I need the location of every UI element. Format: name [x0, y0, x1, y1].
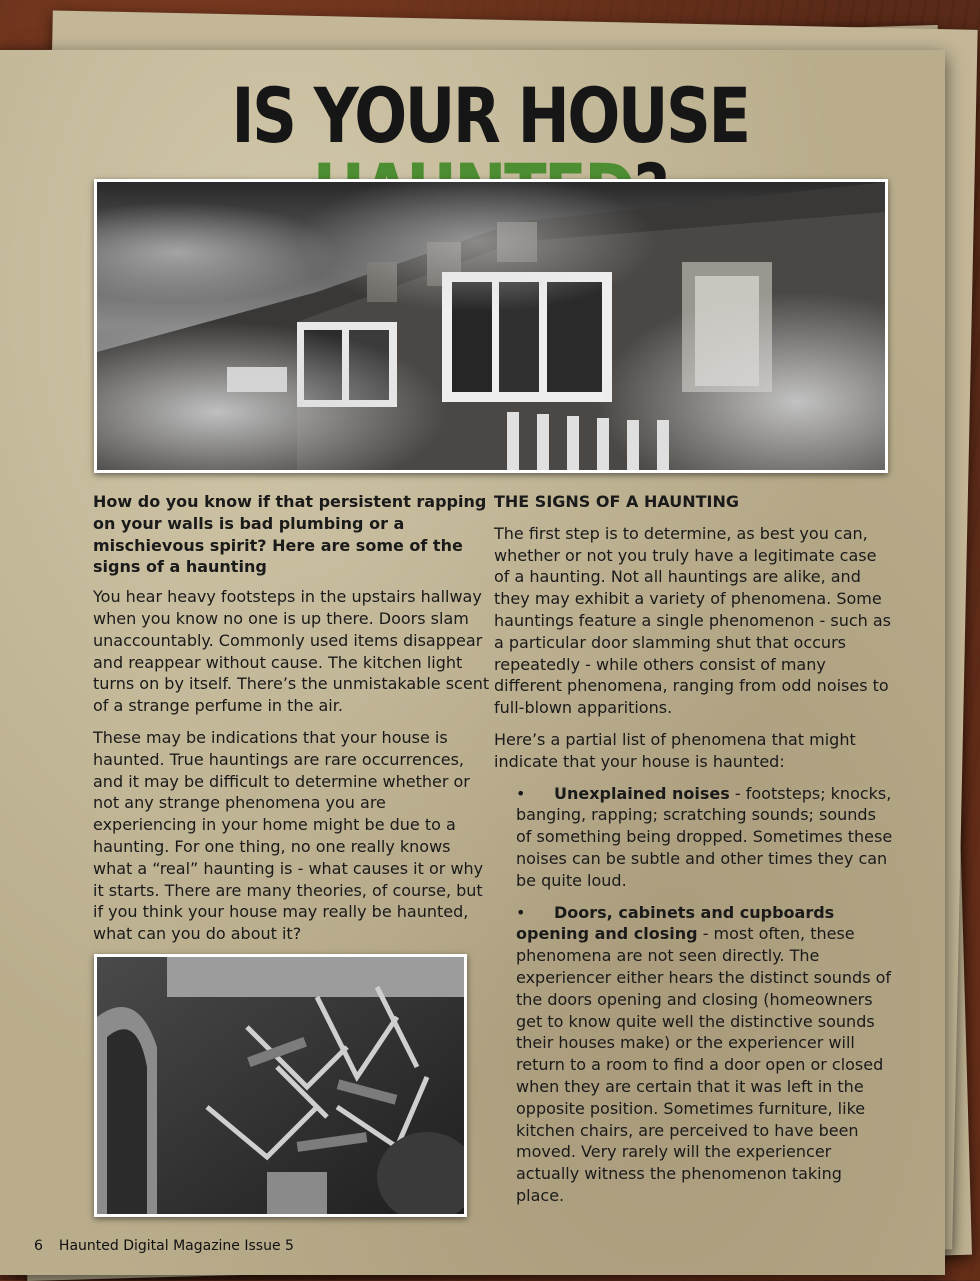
right-column — [494, 491, 894, 1217]
bullet-icon: • — [516, 783, 526, 803]
right-paragraph-2: Here’s a partial list of phenomena that might indicate that your house is haunted: — [494, 729, 856, 771]
section-heading: THE SIGNS OF A HAUNTING — [494, 492, 740, 511]
left-paragraph-1: You hear heavy footsteps in the upstairs hallway when you know no one is up there. Doors slam unaccountably. Commonly used items disappear and reappear without cause. The kitchen light turns on by itself. There’s the unmistakable scent of a strange perfume in the air. — [93, 587, 490, 716]
publication-name: Haunted Digital Magazine Issue 5 — [58, 1238, 294, 1254]
bullet-icon: • — [516, 902, 526, 922]
haunted-house-photo — [94, 179, 888, 473]
flying-chairs-photo — [94, 954, 467, 1217]
right-paragraph-1: The first step is to determine, as best you can, whether or not you truly have a legitimate case of a haunting. Not all hauntings are alike, and they may exhibit a variety of phenomena. Some hauntings feature a single phenomenon - such as a particular door slamming shut that occurs repeatedly - while others consist of many different phenomena, ranging from odd noises to full-blown apparitions. — [494, 523, 892, 718]
left-column — [93, 491, 493, 955]
phenomena-list — [494, 783, 894, 1207]
intro-text: How do you know if that persistent rapping on your walls is bad plumbing or a mischievous spirit? Here are some of the signs of a haunting — [93, 492, 487, 577]
page-footer — [34, 1238, 294, 1254]
list-item — [516, 783, 894, 892]
list-item-title: Doors, cabinets and cupboards opening and closing — [516, 902, 835, 944]
left-paragraph-2: These may be indications that your house is haunted. True hauntings are rare occurrences, and it may be difficult to determine whether or not any strange phenomena you are experiencing in your home might be due to a haunting. For one thing, no one really knows what a “real” haunting is - what causes it or why it starts. There are many theories, of course, but if you think your house may really be haunted, what can you do about it? — [93, 727, 484, 944]
list-item-text: - most often, these phenomena are not seen directly. The experiencer either hears the distinct sounds of the doors opening and closing (homeowners get to know quite well the distinctive sounds their houses make) or the experiencer will return to a room to find a door open or closed when they are certain that it was left in the opposite position. Sometimes furniture, like kitchen chairs, are perceived to have been moved. Very rarely will the experiencer actually witness the phenomenon taking place. — [516, 924, 892, 1205]
list-item-title: Unexplained noises — [554, 783, 730, 803]
title-part-1: IS YOUR HOUSE — [231, 71, 749, 160]
page-number: 6 — [34, 1238, 43, 1254]
list-item-text: - footsteps; knocks, banging, rapping; scratching sounds; sounds of something being dropped. Sometimes these noises can be subtle and other times they can be quite loud. — [516, 783, 893, 890]
list-item — [516, 902, 894, 1207]
